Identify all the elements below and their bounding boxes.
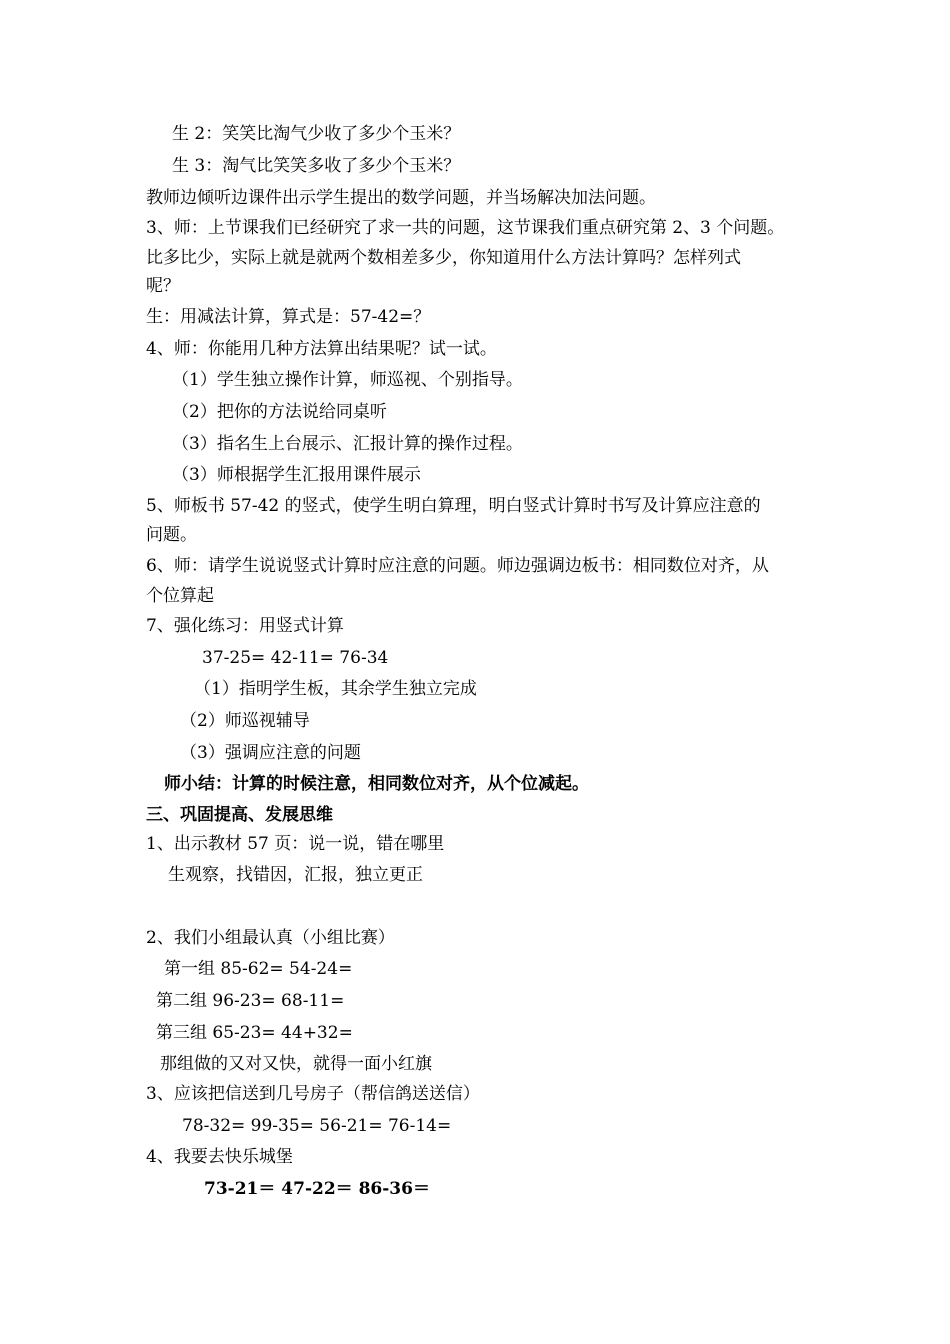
text-line: 那组做的又对又快，就得一面小红旗 xyxy=(160,1054,432,1074)
text-line: （3）师根据学生汇报用课件展示 xyxy=(172,465,421,485)
text-line: 生 3：淘气比笑笑多收了多少个玉米？ xyxy=(172,156,461,176)
text-line: 第二组 96-23= 68-11= xyxy=(156,991,345,1011)
text-line: 1、出示教材 57 页：说一说，错在哪里 xyxy=(146,834,445,854)
text-line: （3）强调应注意的问题 xyxy=(180,743,361,763)
text-line: 5、师板书 57-42 的竖式，使学生明白算理，明白竖式计算时书写及计算应注意的 xyxy=(146,496,761,516)
text-line: 2、我们小组最认真（小组比赛） xyxy=(146,928,395,948)
text-line: 呢？ xyxy=(146,276,180,296)
text-line: 73-21＝ 47-22＝ 86-36＝ xyxy=(204,1179,430,1199)
text-line: 比多比少，实际上就是就两个数相差多少，你知道用什么方法计算吗？怎样列式 xyxy=(146,248,741,268)
text-line: 4、师：你能用几种方法算出结果呢？试一试。 xyxy=(146,339,497,359)
text-line: 37-25= 42-11= 76-34 xyxy=(202,648,389,668)
text-line: 3、应该把信送到几号房子（帮信鸽送送信） xyxy=(146,1084,480,1104)
text-line: 3、师：上节课我们已经研究了求一共的问题，这节课我们重点研究第 2、3 个问题。 xyxy=(146,218,785,238)
text-line: （2）把你的方法说给同桌听 xyxy=(172,402,387,422)
text-line: （3）指名生上台展示、汇报计算的操作过程。 xyxy=(172,434,523,454)
text-line: 7、强化练习：用竖式计算 xyxy=(146,616,344,636)
text-line: 生 2：笑笑比淘气少收了多少个玉米？ xyxy=(172,124,461,144)
text-line: 生：用减法计算，算式是：57-42=？ xyxy=(146,307,431,327)
text-line: 78-32= 99-35= 56-21= 76-14= xyxy=(182,1116,452,1136)
text-line: 师小结：计算的时候注意，相同数位对齐，从个位减起。 xyxy=(164,774,589,794)
text-line: 教师边倾听边课件出示学生提出的数学问题，并当场解决加法问题。 xyxy=(146,188,656,208)
text-line: 第三组 65-23= 44+32= xyxy=(156,1023,353,1043)
text-line: 问题。 xyxy=(146,525,197,545)
section-heading: 三、巩固提高、发展思维 xyxy=(146,805,333,825)
text-line: 第一组 85-62= 54-24= xyxy=(164,959,353,979)
text-line: （1）学生独立操作计算，师巡视、个别指导。 xyxy=(172,370,523,390)
text-line: 6、师：请学生说说竖式计算时应注意的问题。师边强调边板书：相同数位对齐，从 xyxy=(146,556,769,576)
text-line: 个位算起 xyxy=(146,586,214,606)
text-line: （1）指明学生板，其余学生独立完成 xyxy=(194,679,477,699)
text-line: （2）师巡视辅导 xyxy=(180,711,310,731)
text-line: 4、我要去快乐城堡 xyxy=(146,1147,293,1167)
text-line: 生观察，找错因，汇报，独立更正 xyxy=(168,865,423,885)
